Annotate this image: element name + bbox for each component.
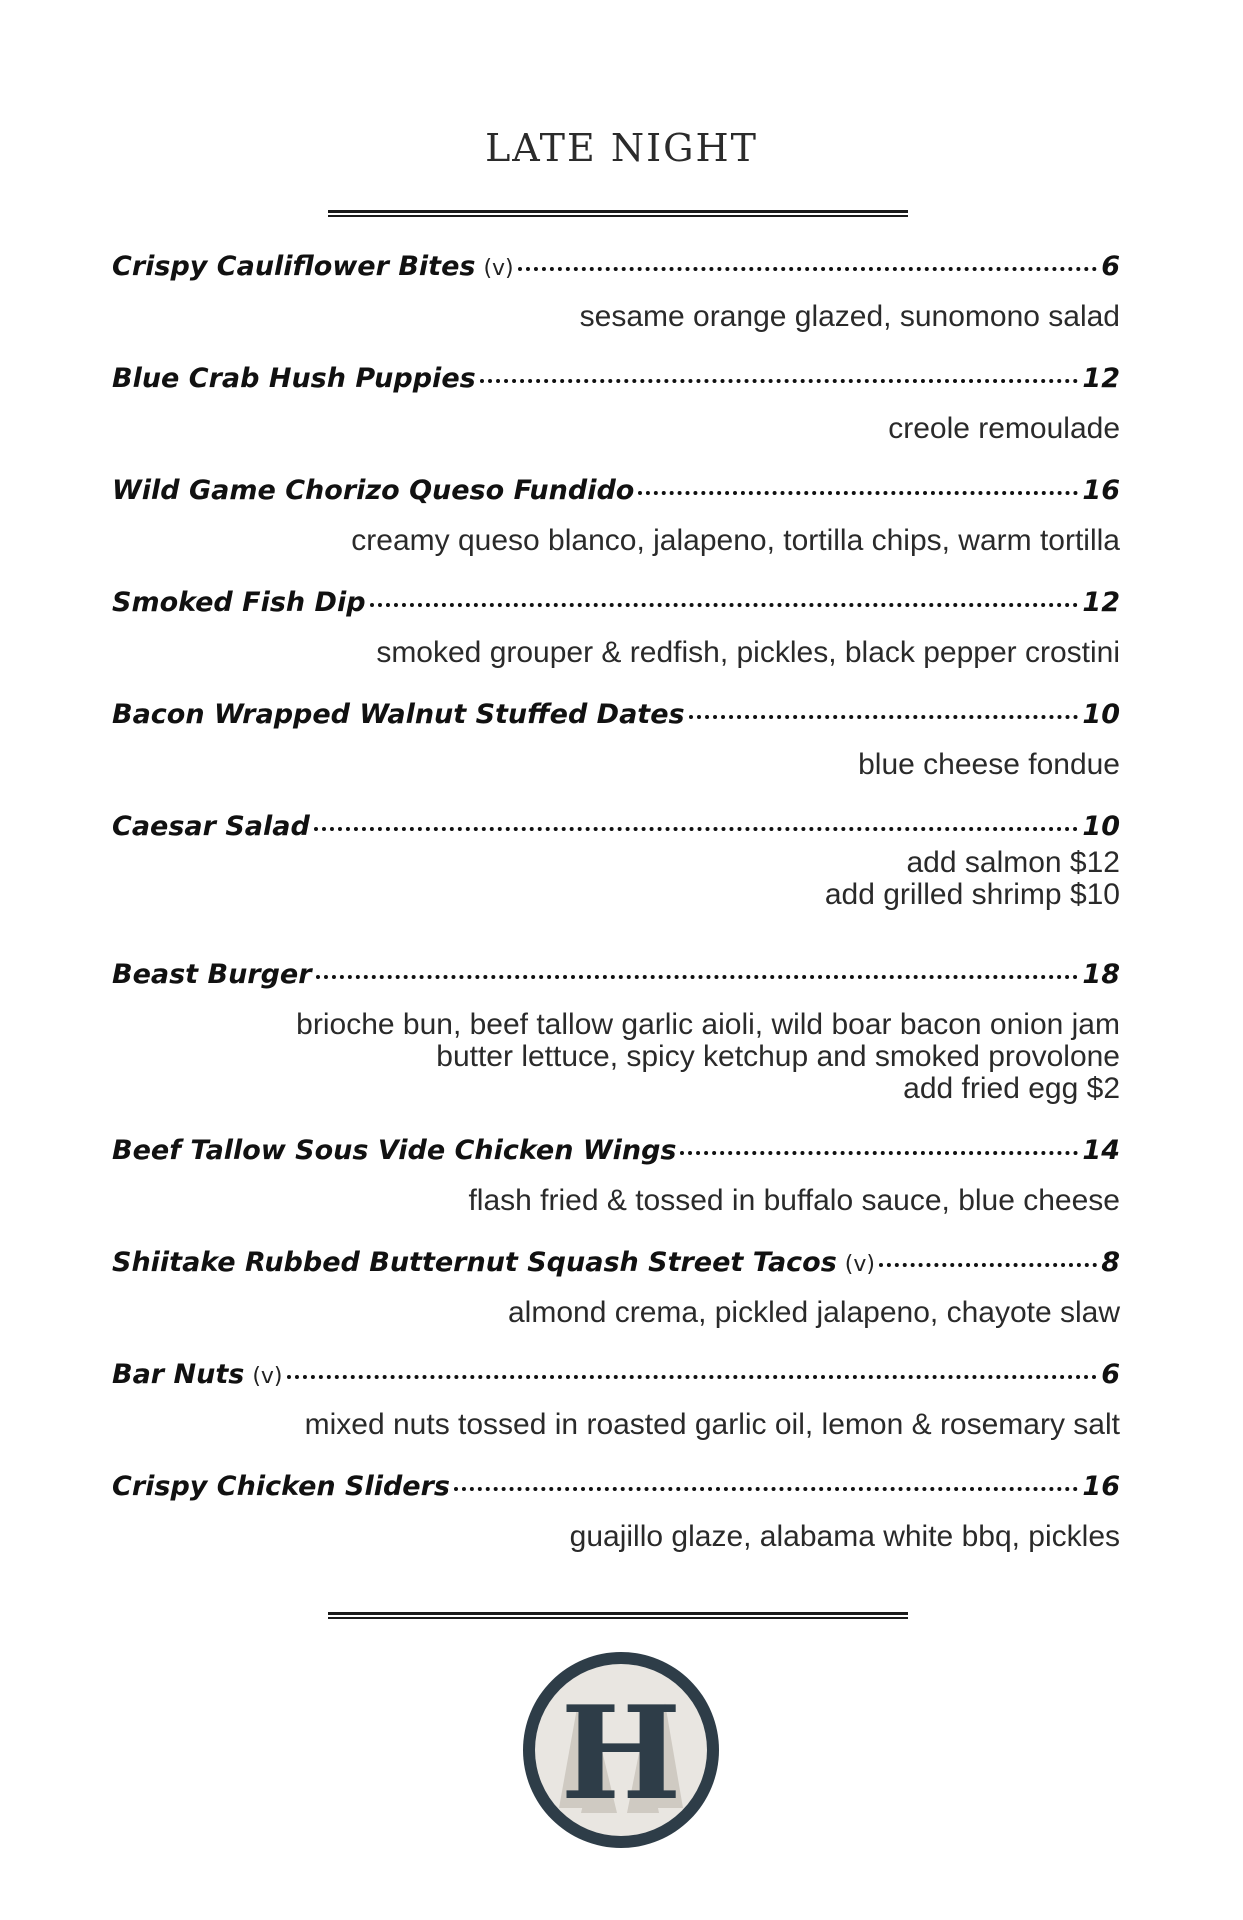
menu-item bbox=[112, 955, 1120, 1105]
dot-leader bbox=[454, 1487, 1078, 1491]
item-name: Caesar Salad bbox=[112, 811, 310, 842]
h-logo bbox=[519, 1648, 723, 1852]
menu-list bbox=[112, 247, 1120, 1579]
menu-title: LATE NIGHT bbox=[485, 126, 758, 170]
top-divider bbox=[328, 210, 908, 217]
bottom-divider bbox=[328, 1612, 908, 1619]
item-description: blue cheese fondue bbox=[858, 748, 1120, 781]
item-price: 16 bbox=[1082, 475, 1120, 506]
item-name: Bar Nuts bbox=[112, 1359, 245, 1390]
logo-letter: H bbox=[560, 1679, 682, 1829]
item-description: flash fried & tossed in buffalo sauce, blue cheese bbox=[468, 1184, 1120, 1217]
item-name: Blue Crab Hush Puppies bbox=[112, 363, 476, 394]
menu-item bbox=[112, 695, 1120, 781]
item-price: 10 bbox=[1082, 699, 1120, 730]
item-price: 16 bbox=[1082, 1471, 1120, 1502]
item-description: brioche bun, beef tallow garlic aioli, wild boar bacon onion jam butter lettuce, spicy ketchup and smoked provolone add fried egg $2 bbox=[296, 1008, 1120, 1105]
menu-item bbox=[112, 471, 1120, 557]
menu-item bbox=[112, 247, 1120, 333]
item-description: almond crema, pickled jalapeno, chayote slaw bbox=[508, 1296, 1120, 1329]
item-price: 8 bbox=[1101, 1247, 1120, 1278]
item-name: Beef Tallow Sous Vide Chicken Wings bbox=[112, 1135, 677, 1166]
item-name: Beast Burger bbox=[112, 959, 312, 990]
dot-leader bbox=[680, 1151, 1078, 1155]
item-name: Crispy Chicken Sliders bbox=[112, 1471, 450, 1502]
menu-item bbox=[112, 1131, 1120, 1217]
menu-item bbox=[112, 1467, 1120, 1553]
item-description: creole remoulade bbox=[888, 412, 1120, 445]
item-price: 6 bbox=[1101, 1359, 1120, 1390]
dot-leader bbox=[879, 1263, 1097, 1267]
item-name: Shiitake Rubbed Butternut Squash Street Tacos bbox=[112, 1247, 837, 1278]
item-price: 12 bbox=[1082, 363, 1120, 394]
menu-item bbox=[112, 1243, 1120, 1329]
item-description: creamy queso blanco, jalapeno, tortilla chips, warm tortilla bbox=[351, 524, 1120, 557]
menu-item bbox=[112, 583, 1120, 669]
item-name: Smoked Fish Dip bbox=[112, 587, 366, 618]
dot-leader bbox=[518, 267, 1098, 271]
item-price: 14 bbox=[1082, 1135, 1120, 1166]
item-name: Bacon Wrapped Walnut Stuffed Dates bbox=[112, 699, 685, 730]
item-description: smoked grouper & redfish, pickles, black pepper crostini bbox=[376, 636, 1120, 669]
dot-leader bbox=[287, 1375, 1098, 1379]
dot-leader bbox=[689, 715, 1079, 719]
menu-item bbox=[112, 807, 1120, 955]
item-description: guajillo glaze, alabama white bbq, pickles bbox=[569, 1520, 1120, 1553]
item-name: Wild Game Chorizo Queso Fundido bbox=[112, 475, 635, 506]
dot-leader bbox=[316, 975, 1079, 979]
item-description: add salmon $12 add grilled shrimp $10 bbox=[824, 846, 1120, 911]
menu-item bbox=[112, 359, 1120, 445]
dot-leader bbox=[314, 827, 1079, 831]
item-description: sesame orange glazed, sunomono salad bbox=[579, 300, 1120, 333]
menu-item bbox=[112, 1355, 1120, 1441]
item-price: 10 bbox=[1082, 811, 1120, 842]
item-price: 12 bbox=[1082, 587, 1120, 618]
dot-leader bbox=[480, 379, 1079, 383]
vegetarian-tag: (v) bbox=[844, 1252, 875, 1277]
vegetarian-tag: (v) bbox=[252, 1364, 283, 1389]
dot-leader bbox=[370, 603, 1079, 607]
item-price: 18 bbox=[1082, 959, 1120, 990]
item-description: mixed nuts tossed in roasted garlic oil, lemon & rosemary salt bbox=[304, 1408, 1120, 1441]
item-name: Crispy Cauliflower Bites bbox=[112, 251, 476, 282]
vegetarian-tag: (v) bbox=[483, 256, 514, 281]
dot-leader bbox=[638, 491, 1078, 495]
item-price: 6 bbox=[1101, 251, 1120, 282]
